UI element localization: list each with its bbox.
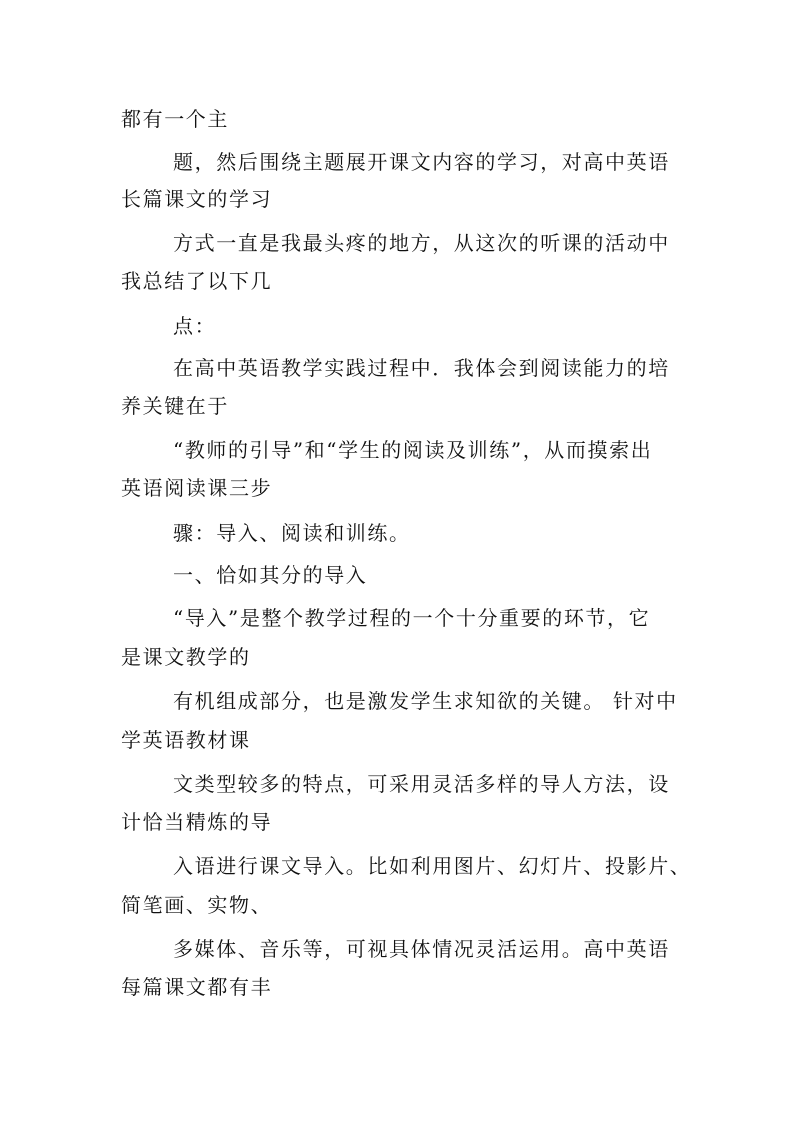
text-line: 每篇课文都有丰 <box>121 975 273 999</box>
text-line: 学英语教材课 <box>121 728 251 752</box>
text-line: 入语进行课文导入。比如利用图片、幻灯片、投影片、 <box>173 854 692 878</box>
text-line: “导入”是整个教学过程的一个十分重要的环节，它 <box>173 606 651 630</box>
text-line: 长篇课文的学习 <box>121 187 273 211</box>
text-line: 题，然后围绕主题展开课文内容的学习，对高中英语 <box>173 150 670 174</box>
text-line: 是课文教学的 <box>121 645 251 669</box>
text-line: 英语阅读课三步 <box>121 476 273 500</box>
text-line: 有机组成部分，也是激发学生求知欲的关键。 针对中 <box>173 689 678 713</box>
text-line: 点： <box>173 314 217 338</box>
text-line: 骤：导入、阅读和训练。 <box>173 521 411 545</box>
text-line: 计恰当精炼的导 <box>121 810 273 834</box>
text-line: 文类型较多的特点，可采用灵活多样的导人方法，设 <box>173 772 670 796</box>
text-line: 我总结了以下几 <box>121 269 273 293</box>
text-line: 都有一个主 <box>121 107 229 131</box>
text-line: “教师的引导”和“学生的阅读及训练”，从而摸索出 <box>173 438 653 462</box>
text-line: 养关键在于 <box>121 394 229 418</box>
section-heading: 一、恰如其分的导入 <box>173 563 368 587</box>
text-line: 多媒体、音乐等，可视具体情况灵活运用。高中英语 <box>173 937 670 961</box>
text-line: 简笔画、实物、 <box>121 893 273 917</box>
text-line: 方式一直是我最头疼的地方，从这次的听课的活动中 <box>173 231 670 255</box>
text-line: 在高中英语教学实践过程中．我体会到阅读能力的培 <box>173 356 670 380</box>
